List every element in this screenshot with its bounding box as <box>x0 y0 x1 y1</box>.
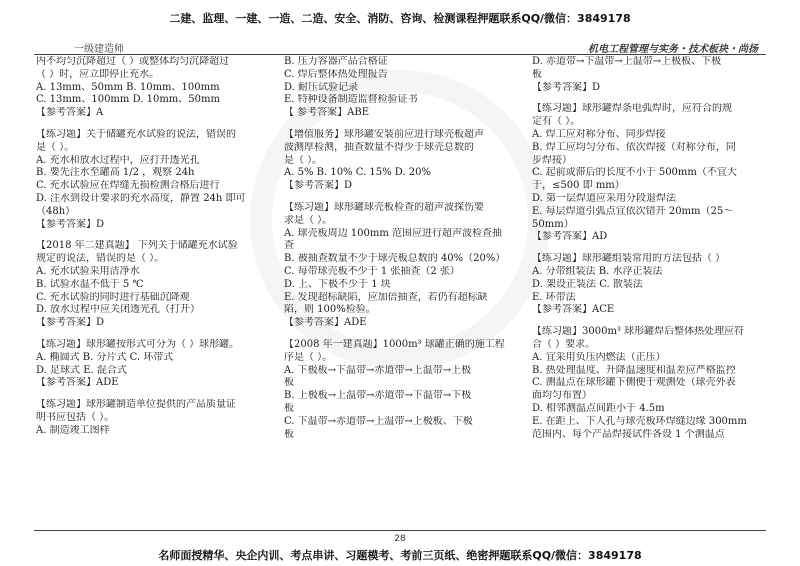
paragraph-gap <box>532 317 766 326</box>
answer-line: 【参考答案】A <box>36 107 104 119</box>
text-line: C. 焊后整体热处理报告 <box>284 68 388 80</box>
text-line: 【练习题】球形罐制造单位提供的产品质量证 <box>36 399 236 411</box>
text-line: 【练习题】球形罐按形式可分为（ ）球形罐。 <box>36 338 240 350</box>
answer-line: 【参考答案】ACE <box>532 304 615 316</box>
paragraph-gap <box>284 330 520 339</box>
text-line: 范围内、每个产品焊接试件各设 1 个测温点 <box>532 428 725 440</box>
text-line: E. 环带法 <box>532 291 576 303</box>
text-line: 求是（ ）。 <box>284 214 333 226</box>
answer-line: 【参考答案】D <box>532 81 601 93</box>
text-line: 【2008 年一建真题】1000m³ 球罐正确的施工程 <box>284 338 505 350</box>
text-line: D. 足球式 E. 混合式 <box>36 364 127 376</box>
text-line: 板 <box>284 377 294 389</box>
text-line: B. 热处理温度、升降温速度和温差应严格监控 <box>532 364 736 376</box>
text-line: E. 发现超标缺陷，应加倍抽查，若仍有超标缺 <box>284 291 488 303</box>
text-line: 合（ ）要求。 <box>532 338 596 350</box>
text-line: E. 在距上、下人孔与球壳板环焊缝边缘 300mm <box>532 415 747 427</box>
text-line: 是（ ）。 <box>36 141 75 153</box>
paragraph-gap <box>532 94 766 103</box>
text-line: 序是（ ）。 <box>284 351 333 363</box>
text-line: A. 制造竣工图样 <box>36 424 110 436</box>
text-line: A. 充水和放水过程中，应打开透光孔 <box>36 154 200 166</box>
column-3 <box>532 56 766 528</box>
text-line: A. 椭圆式 B. 分片式 C. 环带式 <box>36 351 174 363</box>
text-line: 【练习题】球形罐球壳板检查的超声波探伤要 <box>284 201 484 213</box>
text-line: 【练习题】3000m³ 球形罐焊后整体热处理应符 <box>532 326 745 338</box>
text-line: A. 焊工应对称分布、同步焊接 <box>532 128 666 140</box>
header-right: 机电工程管理与实务・技术板块・尚扬 <box>588 44 758 55</box>
bottom-banner: 名师面授精华、央企内训、考点串讲、习题模考、考前三页纸、绝密押题联系QQ/微信：3849178 <box>158 549 642 562</box>
text-line: B. 要先注水至罐高 1/2 ，观察 24h <box>36 167 195 179</box>
text-line: D. 赤道带→下温带→上温带→上极板、下极 <box>532 56 722 67</box>
text-line: A. 充水试验采用洁净水 <box>36 265 140 277</box>
header-left: 一级建造师 <box>74 44 124 55</box>
text-line: 【增值服务】球形罐安装前应进行球壳板超声 <box>284 128 484 140</box>
answer-line: 【参考答案】D <box>284 180 353 192</box>
text-line: B. 焊工应均匀分布、依次焊接（对称分布，同 <box>532 141 736 153</box>
paragraph-gap <box>36 231 272 240</box>
text-line: A. 13mm、50mm B. 10mm、100mm <box>36 81 220 93</box>
text-line: 【练习题】球形罐组装常用的方法包括（ ） <box>532 253 726 265</box>
paragraph-gap <box>532 244 766 253</box>
paragraph-gap <box>36 330 272 339</box>
paragraph-gap <box>36 120 272 129</box>
answer-line: 【 参考答案】ABE <box>284 107 370 119</box>
text-line: 50mm） <box>532 218 574 230</box>
text-line: B. 被抽查数量不少于球壳板总数的 40%（20%） <box>284 253 506 265</box>
text-line: D. 耐压试验记录 <box>284 81 359 93</box>
text-line: 板 <box>532 68 542 80</box>
text-line: （48h） <box>36 205 76 217</box>
text-line: 板 <box>284 402 294 414</box>
text-line: 查 <box>284 240 294 252</box>
header-rule <box>34 54 766 55</box>
answer-line: 【参考答案】D <box>36 317 105 329</box>
text-line: 【练习题】关于储罐充水试验的说法，错误的 <box>36 128 236 140</box>
paragraph-gap <box>284 193 520 202</box>
paragraph-gap <box>284 120 520 129</box>
text-line: A. 球壳板周边 100mm 范围应进行超声波检查抽 <box>284 227 502 239</box>
text-line: C. 测温点在球形罐下侧便于观测处（球壳外表 <box>532 377 736 389</box>
text-line: C. 充水试验的同时进行基础沉降观 <box>36 291 190 303</box>
text-line: D. 相邻测温点间距小于 4.5m <box>532 402 665 414</box>
text-line: 【练习题】球形罐焊条电弧焊时，应符合的规 <box>532 103 732 115</box>
text-line: 内不均匀沉降超过（ ）或整体均匀沉降超过 <box>36 56 230 67</box>
column-2 <box>284 56 520 528</box>
text-line: 波测厚检测，抽查数量不得少于球壳总数的 <box>284 141 474 153</box>
text-line: C. 13mm、100mm D. 10mm、50mm <box>36 94 220 106</box>
text-line: 【2018 年二建真题】 下列关于储罐充水试验 <box>36 240 238 252</box>
text-line: 面均匀布置） <box>532 390 592 402</box>
text-line: （ ）时，应立即停止充水。 <box>36 68 160 80</box>
text-line: C. 每带球壳板不少于 1 张抽查（2 张） <box>284 265 460 277</box>
text-line: D. 架设正装法 C. 散装法 <box>532 278 643 290</box>
page-number: 28 <box>394 534 406 544</box>
text-line: E. 每层焊道引弧点宜依次错开 20mm（25～ <box>532 205 734 217</box>
top-banner: 二建、监理、一建、一造、二造、安全、消防、咨询、检测课程押题联系QQ/微信：3849178 <box>169 12 631 25</box>
paragraph-gap <box>36 390 272 399</box>
text-line: 板 <box>284 428 294 440</box>
text-line: A. 分带组装法 B. 水浮正装法 <box>532 265 663 277</box>
text-line: 定有（ ）。 <box>532 116 581 128</box>
answer-line: 【参考答案】ADE <box>36 377 119 389</box>
answer-line: 【参考答案】D <box>36 218 105 230</box>
text-line: C. 充水试验应在焊缝无损检测合格后进行 <box>36 180 220 192</box>
text-line: A. 5% B. 10% C. 15% D. 20% <box>284 167 432 179</box>
text-line: B. 上极板→上温带→赤道带→下温带→下极 <box>284 390 472 402</box>
text-line: D. 上、下极不少于 1 块 <box>284 278 391 290</box>
text-line: A. 宜采用负压内燃法（正压） <box>532 351 666 363</box>
column-1 <box>36 56 272 528</box>
text-line: C. 起前或滞后的长度不小于 500mm（不宜大 <box>532 167 737 179</box>
answer-line: 【参考答案】ADE <box>284 317 367 329</box>
text-line: D. 放水过程中应关闭透光孔（打开） <box>36 304 201 316</box>
text-line: E. 特种设备制造监督检验证书 <box>284 94 418 106</box>
footer-rule <box>34 530 766 531</box>
text-line: C. 下温带→赤道带→上温带→上极板、下极 <box>284 415 473 427</box>
text-line: 陷，则 100%检验。 <box>284 304 376 316</box>
text-line: D. 第一层焊道应采用分段退焊法 <box>532 192 677 204</box>
text-line: 是（ ）。 <box>284 154 323 166</box>
text-line: B. 压力容器产品合格证 <box>284 56 388 67</box>
text-line: B. 试验水温不低于 5 ℃ <box>36 278 144 290</box>
answer-line: 【参考答案】AD <box>532 231 608 243</box>
text-line: 规定的说法，错误的是（ ）。 <box>36 253 165 265</box>
text-line: 明书应包括（ ）。 <box>36 411 115 423</box>
text-line: 步焊接） <box>532 154 572 166</box>
text-line: D. 注水到设计要求的充水高度，静置 24h 即可 <box>36 192 246 204</box>
text-line: 于，≤500 即 mm） <box>532 180 625 192</box>
text-line: A. 下极板→下温带→赤道带→上温带→上极 <box>284 364 472 376</box>
